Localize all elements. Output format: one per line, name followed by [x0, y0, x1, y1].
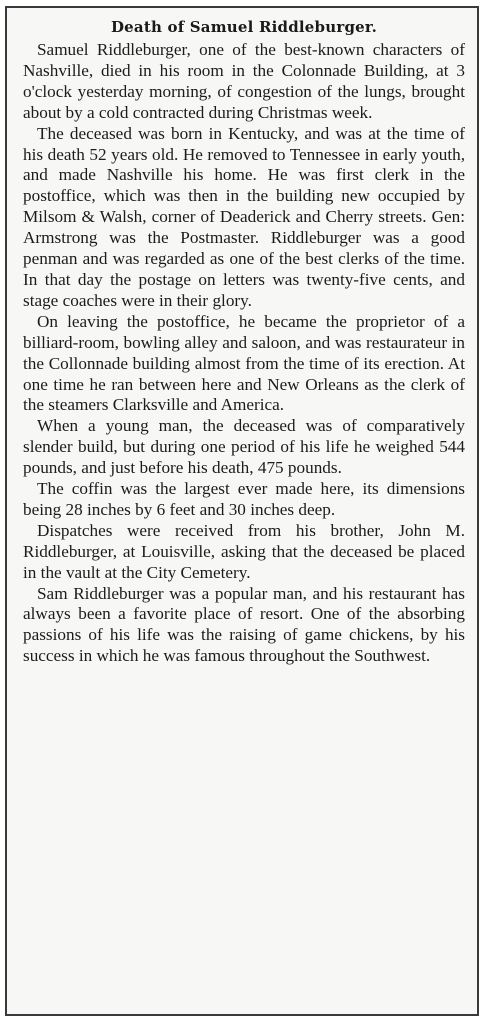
- article-paragraph-6: Dispatches were received from his brother, John M. Riddleburger, at Louisville, asking that the deceased be placed in the vault at the City Cemetery.: [23, 520, 465, 582]
- newspaper-clipping: [5, 6, 479, 1016]
- article-headline: Death of Samuel Riddleburger.: [110, 18, 378, 36]
- article-paragraph-7: Sam Riddleburger was a popular man, and his restaurant has always been a favorite place of resort. One of the absorbing passions of his life was the raising of game chickens, by his success in which he was famous throughout the Southwest.: [23, 583, 465, 666]
- article-paragraph-4: When a young man, the deceased was of comparatively slender build, but during one period of his life he weighed 544 pounds, and just before his death, 475 pounds.: [23, 416, 465, 478]
- article-paragraph-1: Samuel Riddleburger, one of the best-known characters of Nashville, died in his room in the Colonnade Building, at 3 o'clock yesterday morning, of congestion of the lungs, brought about by a cold contracted during Christmas week.: [23, 40, 465, 122]
- article-paragraph-5: The coffin was the largest ever made here, its dimensions being 28 inches by 6 feet and 30 inches deep.: [23, 479, 465, 519]
- article-paragraph-3: On leaving the postoffice, he became the proprietor of a billiard-room, bowling alley and saloon, and was restaurateur in the Collonnade building almost from the time of its erection. At one time he ran between here and New Orleans as the clerk of the steamers Clarksville and America.: [23, 311, 465, 415]
- article-paragraph-2: The deceased was born in Kentucky, and was at the time of his death 52 years old. He removed to Tennessee in early youth, and made Nashville his home. He was first clerk in the postoffice, which was then in the building new occupied by Milsom & Walsh, corner of Deaderick and Cherry streets. Gen: Armstrong was the Postmaster. Riddleburger was a good penman and was regarded as one of the best clerks of the time. In that day the postage on letters was twenty-five cents, and stage coaches were in their glory.: [23, 123, 465, 310]
